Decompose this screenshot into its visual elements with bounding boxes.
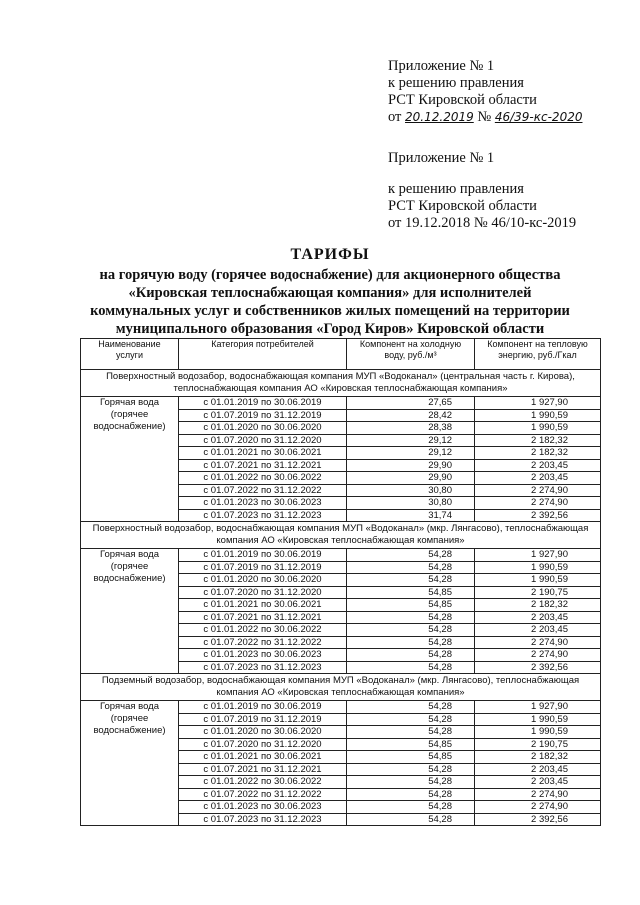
heat-cell: 2 274,90 — [475, 636, 601, 649]
appendix-original-title: Приложение № 1 — [388, 150, 495, 166]
group-caption: Поверхностный водозабор, водоснабжающая компания МУП «Водоканал» (мкр. Лянгасово), теплоснабжающая компания АО «Кировская теплоснабжающая компания» — [81, 522, 601, 549]
cold-water-cell: 54,28 — [347, 611, 475, 624]
service-name-line: водоснабжение) — [93, 573, 166, 584]
header-heat: Компонент на тепловую энергию, руб./Гкал — [475, 339, 601, 370]
date-prefix: от — [388, 109, 402, 125]
period-cell: с 01.01.2022 по 30.06.2022 — [179, 776, 347, 789]
handwritten-date: 20.12.2019 — [405, 110, 474, 124]
period-cell: с 01.01.2021 по 30.06.2021 — [179, 599, 347, 612]
table-header-row — [81, 339, 601, 370]
header-service: Наименование услуги — [81, 339, 179, 370]
heat-cell: 1 990,59 — [475, 713, 601, 726]
title-line3: коммунальных услуг и собственников жилых помещений на территории — [90, 303, 570, 319]
heat-cell: 2 392,56 — [475, 661, 601, 674]
cold-water-cell: 54,28 — [347, 763, 475, 776]
group-caption-row — [81, 370, 601, 397]
heat-cell: 2 190,75 — [475, 586, 601, 599]
service-name — [81, 397, 179, 522]
period-cell: с 01.07.2023 по 31.12.2023 — [179, 813, 347, 826]
service-name-line: Горячая вода — [100, 549, 159, 560]
heat-cell: 2 203,45 — [475, 776, 601, 789]
service-name-line: Горячая вода — [100, 397, 159, 408]
appendix-current-line2: РСТ Кировской области — [388, 92, 537, 108]
heat-cell: 2 203,45 — [475, 624, 601, 637]
period-cell: с 01.01.2019 по 30.06.2019 — [179, 549, 347, 562]
service-name — [81, 701, 179, 826]
cold-water-cell: 54,28 — [347, 561, 475, 574]
title-line1: на горячую воду (горячее водоснабжение) для акционерного общества — [99, 267, 561, 283]
header-category: Категория потребителей — [179, 339, 347, 370]
cold-water-cell: 54,28 — [347, 574, 475, 587]
cold-water-cell: 29,12 — [347, 447, 475, 460]
heat-cell: 2 182,32 — [475, 599, 601, 612]
number-sign: № — [477, 109, 492, 125]
appendix-current-block — [388, 58, 582, 126]
heat-cell: 1 927,90 — [475, 701, 601, 714]
heat-cell: 1 990,59 — [475, 409, 601, 422]
group-caption-row — [81, 522, 601, 549]
period-cell: с 01.07.2021 по 31.12.2021 — [179, 459, 347, 472]
table-body — [81, 370, 601, 826]
heat-cell: 1 927,90 — [475, 397, 601, 410]
heat-cell: 1 927,90 — [475, 549, 601, 562]
cold-water-cell: 54,85 — [347, 751, 475, 764]
cold-water-cell: 54,28 — [347, 624, 475, 637]
table-row — [81, 397, 601, 410]
appendix-original-block — [388, 150, 576, 232]
period-cell: с 01.01.2023 по 30.06.2023 — [179, 497, 347, 510]
cold-water-cell: 54,28 — [347, 776, 475, 789]
period-cell: с 01.01.2019 по 30.06.2019 — [179, 701, 347, 714]
heat-cell: 2 203,45 — [475, 611, 601, 624]
heat-cell: 2 274,90 — [475, 801, 601, 814]
cold-water-cell: 29,90 — [347, 459, 475, 472]
cold-water-cell: 54,28 — [347, 701, 475, 714]
heat-cell: 1 990,59 — [475, 422, 601, 435]
cold-water-cell: 30,80 — [347, 497, 475, 510]
period-cell: с 01.01.2023 по 30.06.2023 — [179, 649, 347, 662]
cold-water-cell: 29,90 — [347, 472, 475, 485]
service-name-line: (горячее — [110, 561, 149, 572]
heat-cell: 2 190,75 — [475, 738, 601, 751]
cold-water-cell: 54,28 — [347, 726, 475, 739]
title-line4: муниципального образования «Город Киров» Кировской области — [115, 321, 545, 337]
cold-water-cell: 54,85 — [347, 738, 475, 751]
period-cell: с 01.01.2023 по 30.06.2023 — [179, 801, 347, 814]
heat-cell: 2 182,32 — [475, 447, 601, 460]
heat-cell: 1 990,59 — [475, 561, 601, 574]
period-cell: с 01.07.2023 по 31.12.2023 — [179, 661, 347, 674]
cold-water-cell: 54,28 — [347, 813, 475, 826]
cold-water-cell: 28,42 — [347, 409, 475, 422]
appendix-current-title: Приложение № 1 — [388, 58, 495, 74]
appendix-current-line1: к решению правления — [388, 75, 524, 91]
period-cell: с 01.01.2020 по 30.06.2020 — [179, 574, 347, 587]
period-cell: с 01.07.2020 по 31.12.2020 — [179, 586, 347, 599]
service-name-line: водоснабжение) — [93, 421, 166, 432]
handwritten-number: 46/39-кс-2020 — [494, 110, 583, 124]
cold-water-cell: 28,38 — [347, 422, 475, 435]
heat-cell: 2 274,90 — [475, 788, 601, 801]
document-title — [60, 246, 600, 338]
cold-water-cell: 54,28 — [347, 636, 475, 649]
cold-water-cell: 54,28 — [347, 788, 475, 801]
heat-cell: 2 182,32 — [475, 751, 601, 764]
cold-water-cell: 27,65 — [347, 397, 475, 410]
period-cell: с 01.01.2019 по 30.06.2019 — [179, 397, 347, 410]
appendix-original-line1: к решению правления — [388, 181, 524, 197]
period-cell: с 01.07.2023 по 31.12.2023 — [179, 509, 347, 522]
appendix-original-line3: от 19.12.2018 № 46/10-кс-2019 — [388, 215, 577, 231]
service-name — [81, 549, 179, 674]
heat-cell: 1 990,59 — [475, 726, 601, 739]
heat-cell: 2 203,45 — [475, 459, 601, 472]
period-cell: с 01.07.2020 по 31.12.2020 — [179, 738, 347, 751]
table-row — [81, 701, 601, 714]
period-cell: с 01.07.2019 по 31.12.2019 — [179, 561, 347, 574]
period-cell: с 01.07.2021 по 31.12.2021 — [179, 763, 347, 776]
period-cell: с 01.07.2022 по 31.12.2022 — [179, 636, 347, 649]
period-cell: с 01.07.2020 по 31.12.2020 — [179, 434, 347, 447]
title-heading: ТАРИФЫ — [290, 246, 370, 263]
period-cell: с 01.01.2022 по 30.06.2022 — [179, 472, 347, 485]
title-line2: «Кировская теплоснабжающая компания» для исполнителей — [128, 285, 532, 301]
tariff-table — [80, 338, 601, 826]
table-row — [81, 549, 601, 562]
period-cell: с 01.07.2022 по 31.12.2022 — [179, 484, 347, 497]
service-name-line: (горячее — [110, 713, 149, 724]
period-cell: с 01.07.2022 по 31.12.2022 — [179, 788, 347, 801]
service-name-line: (горячее — [110, 409, 149, 420]
heat-cell: 2 274,90 — [475, 497, 601, 510]
service-name-line: Горячая вода — [100, 701, 159, 712]
appendix-original-line2: РСТ Кировской области — [388, 198, 537, 214]
period-cell: с 01.01.2021 по 30.06.2021 — [179, 751, 347, 764]
cold-water-cell: 54,28 — [347, 661, 475, 674]
cold-water-cell: 30,80 — [347, 484, 475, 497]
heat-cell: 1 990,59 — [475, 574, 601, 587]
period-cell: с 01.07.2021 по 31.12.2021 — [179, 611, 347, 624]
cold-water-cell: 54,85 — [347, 599, 475, 612]
group-caption: Подземный водозабор, водоснабжающая компания МУП «Водоканал» (мкр. Лянгасово), теплоснабжающая компания АО «Кировская теплоснабжающая компания» — [81, 674, 601, 701]
period-cell: с 01.01.2020 по 30.06.2020 — [179, 726, 347, 739]
period-cell: с 01.01.2021 по 30.06.2021 — [179, 447, 347, 460]
heat-cell: 2 182,32 — [475, 434, 601, 447]
heat-cell: 2 274,90 — [475, 649, 601, 662]
cold-water-cell: 31,74 — [347, 509, 475, 522]
group-caption: Поверхностный водозабор, водоснабжающая компания МУП «Водоканал» (центральная часть г. Кирова), теплоснабжающая компания АО «Кировская теплоснабжающая компания» — [81, 370, 601, 397]
group-caption-row — [81, 674, 601, 701]
cold-water-cell: 54,85 — [347, 586, 475, 599]
heat-cell: 2 203,45 — [475, 472, 601, 485]
heat-cell: 2 392,56 — [475, 509, 601, 522]
heat-cell: 2 392,56 — [475, 813, 601, 826]
heat-cell: 2 203,45 — [475, 763, 601, 776]
header-cold-water: Компонент на холодную воду, руб./м³ — [347, 339, 475, 370]
period-cell: с 01.01.2022 по 30.06.2022 — [179, 624, 347, 637]
period-cell: с 01.07.2019 по 31.12.2019 — [179, 713, 347, 726]
heat-cell: 2 274,90 — [475, 484, 601, 497]
service-name-line: водоснабжение) — [93, 725, 166, 736]
cold-water-cell: 54,28 — [347, 549, 475, 562]
cold-water-cell: 54,28 — [347, 649, 475, 662]
cold-water-cell: 29,12 — [347, 434, 475, 447]
appendix-current-date-line — [388, 109, 582, 126]
period-cell: с 01.01.2020 по 30.06.2020 — [179, 422, 347, 435]
period-cell: с 01.07.2019 по 31.12.2019 — [179, 409, 347, 422]
cold-water-cell: 54,28 — [347, 713, 475, 726]
cold-water-cell: 54,28 — [347, 801, 475, 814]
